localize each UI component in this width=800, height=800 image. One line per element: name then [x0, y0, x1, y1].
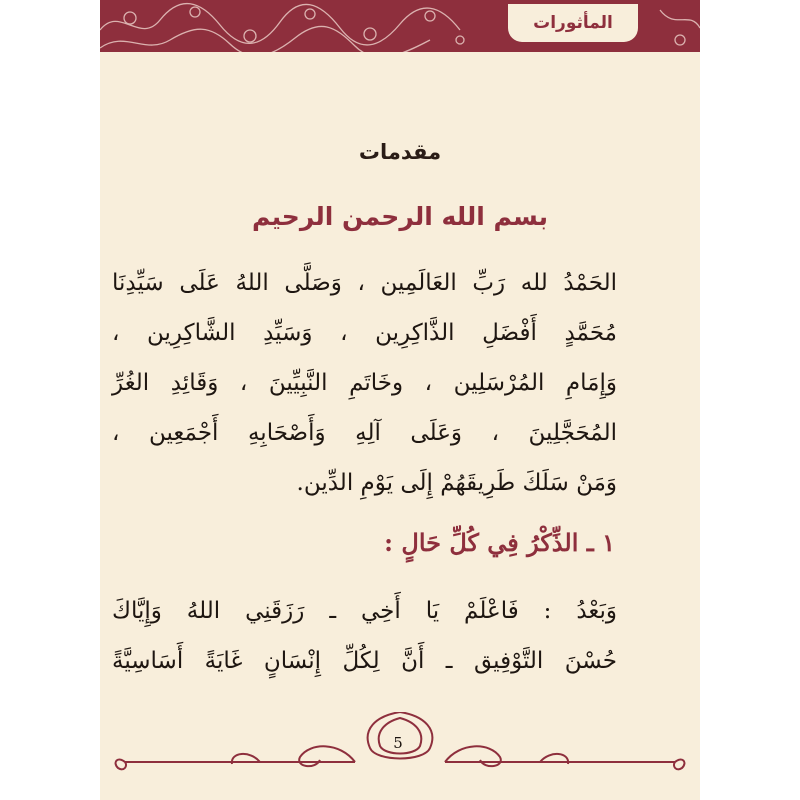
intro-paragraph: [112, 258, 617, 508]
text-line: وَمَنْ سَلَكَ طَرِيقَهُمْ إِلَى يَوْمِ الدِّين.: [296, 470, 617, 496]
text-line: وَإِمَامِ المُرْسَلِين ، وخَاتَمِ النَّبِيِّينَ ، وَقَائِدِ الغُرِّ: [112, 370, 617, 396]
text-line: حُسْنَ التَّوْفِيق ـ أَنَّ لِكُلِّ إِنْسَانٍ غَايَةً أَسَاسِيَّةً: [112, 648, 617, 674]
section-title: مقدمات: [358, 140, 442, 164]
subsection-heading: ١ ـ الذِّكْرُ فِي كُلِّ حَالٍ :: [384, 528, 615, 557]
page-content: [100, 0, 700, 800]
running-header-title: المأثورات: [508, 4, 638, 42]
text-line: وَبَعْدُ : فَاعْلَمْ يَا أَخِي ـ رَزَقَنِي اللهُ وَإِيَّاكَ: [112, 598, 617, 624]
page-number: 5: [393, 734, 403, 752]
text-line: مُحَمَّدٍ أَفْضَلِ الذَّاكِرِين ، وَسَيِّدِ الشَّاكِرِين ،: [112, 320, 617, 346]
basmala-heading: بسم الله الرحمن الرحيم: [252, 202, 548, 231]
book-page: [100, 0, 700, 800]
body-paragraph: [112, 586, 617, 686]
text-line: الحَمْدُ لله رَبِّ العَالَمِين ، وَصَلَّى اللهُ عَلَى سَيِّدِنَا: [112, 270, 617, 296]
text-line: المُحَجَّلِينَ ، وَعَلَى آلِهِ وَأَصْحَابِهِ أَجْمَعِين ،: [112, 420, 617, 446]
